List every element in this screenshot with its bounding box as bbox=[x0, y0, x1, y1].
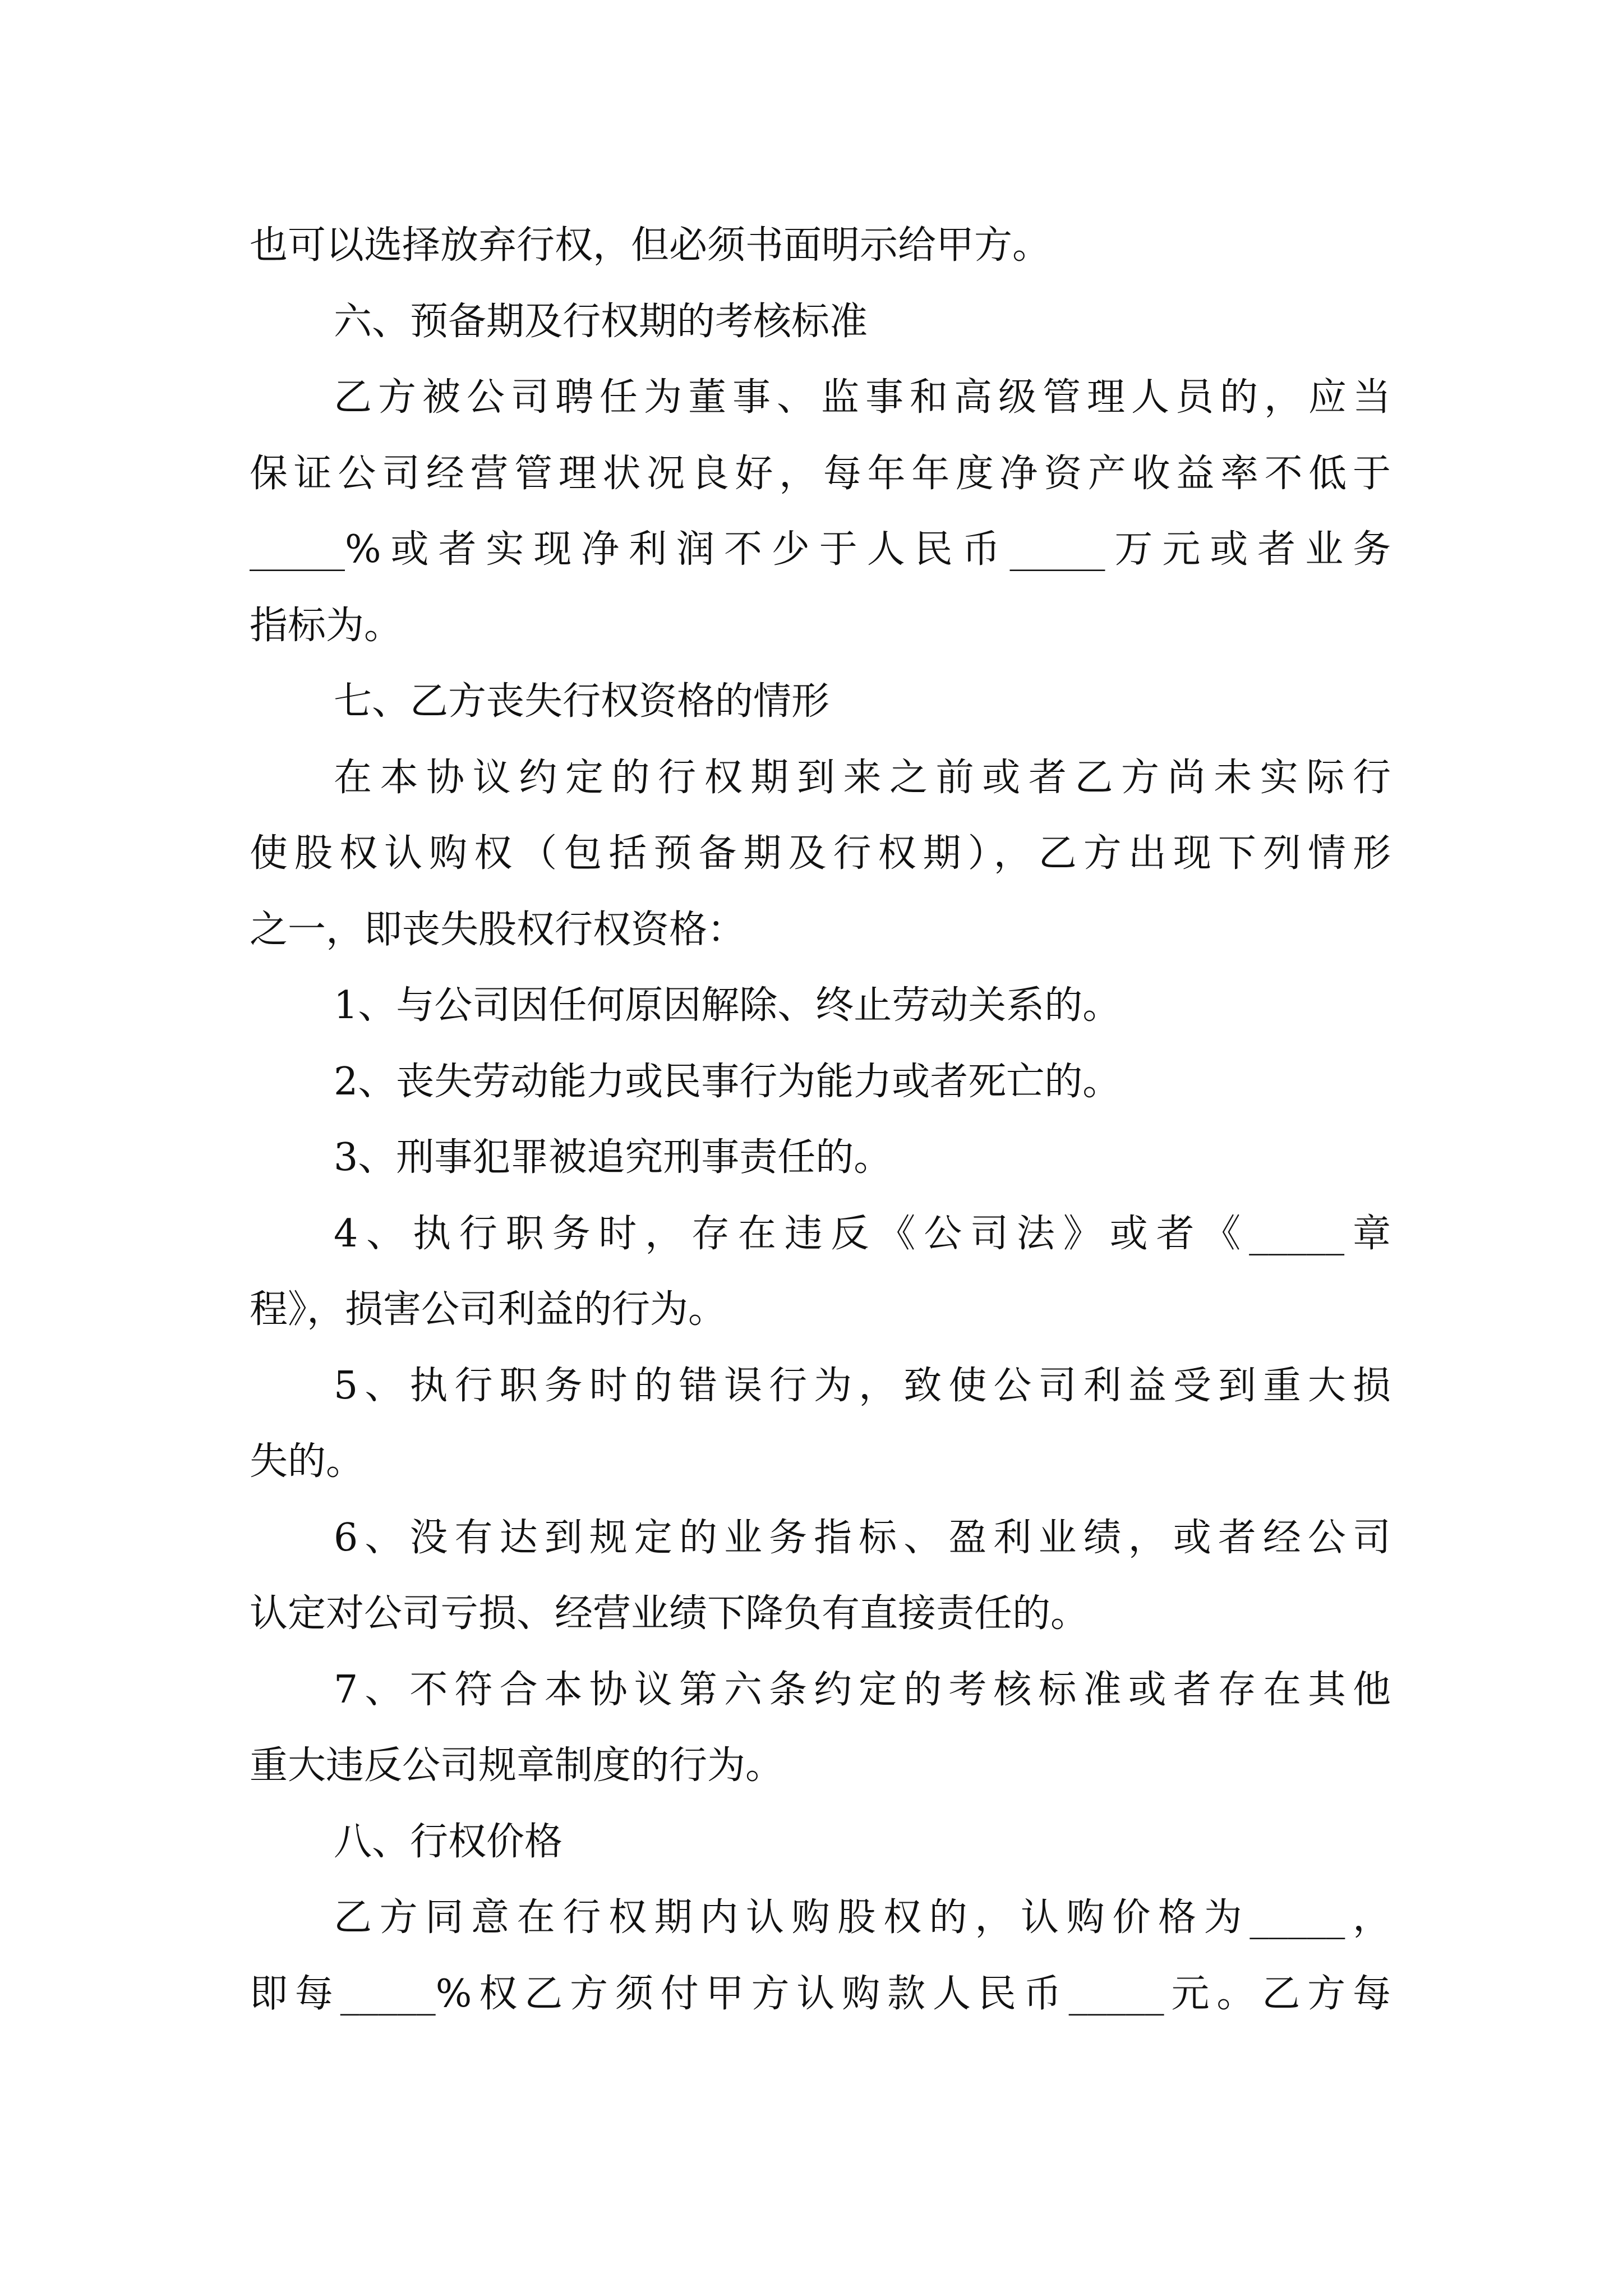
list-item-continuation: 认定对公司亏损、经营业绩下降负有直接责任的。 bbox=[250, 1591, 1089, 1636]
section-heading-six: 六、预备期及行权期的考核标准 bbox=[334, 299, 868, 344]
list-item: 4、执行职务时，存在违反《公司法》或者《_____章 bbox=[334, 1211, 1391, 1256]
paragraph-line: 保证公司经营管理状况良好，每年年度净资产收益率不低于 bbox=[250, 451, 1391, 496]
section-heading-eight: 八、行权价格 bbox=[334, 1819, 563, 1864]
list-item: 5、执行职务时的错误行为，致使公司利益受到重大损 bbox=[334, 1363, 1391, 1408]
list-item: 2、丧失劳动能力或民事行为能力或者死亡的。 bbox=[334, 1059, 1121, 1104]
paragraph-line: 也可以选择放弃行权，但必须书面明示给甲方。 bbox=[250, 223, 1051, 268]
paragraph-line: 乙方同意在行权期内认购股权的，认购价格为_____， bbox=[334, 1895, 1391, 1940]
paragraph-line: 在本协议约定的行权期到来之前或者乙方尚未实际行 bbox=[334, 755, 1391, 800]
list-item-continuation: 程》，损害公司利益的行为。 bbox=[250, 1287, 727, 1332]
paragraph-line: 之一，即丧失股权行权资格： bbox=[250, 907, 746, 952]
section-heading-seven: 七、乙方丧失行权资格的情形 bbox=[334, 679, 830, 724]
list-item: 3、刑事犯罪被追究刑事责任的。 bbox=[334, 1135, 892, 1180]
paragraph-line: 指标为。 bbox=[250, 603, 403, 648]
paragraph-line: 即每_____%权乙方须付甲方认购款人民币_____元。乙方每 bbox=[250, 1971, 1391, 2016]
paragraph-line: 乙方被公司聘任为董事、监事和高级管理人员的，应当 bbox=[334, 375, 1391, 420]
list-item: 1、与公司因任何原因解除、终止劳动关系的。 bbox=[334, 983, 1121, 1028]
list-item-continuation: 失的。 bbox=[250, 1439, 365, 1484]
document-body bbox=[250, 208, 1391, 2032]
list-item: 7、不符合本协议第六条约定的考核标准或者存在其他 bbox=[334, 1667, 1391, 1712]
list-item-continuation: 重大违反公司规章制度的行为。 bbox=[250, 1743, 784, 1788]
list-item: 6、没有达到规定的业务指标、盈利业绩，或者经公司 bbox=[334, 1515, 1391, 1560]
paragraph-line: _____%或者实现净利润不少于人民币_____万元或者业务 bbox=[250, 527, 1391, 572]
paragraph-line: 使股权认购权（包括预备期及行权期），乙方出现下列情形 bbox=[250, 831, 1391, 876]
